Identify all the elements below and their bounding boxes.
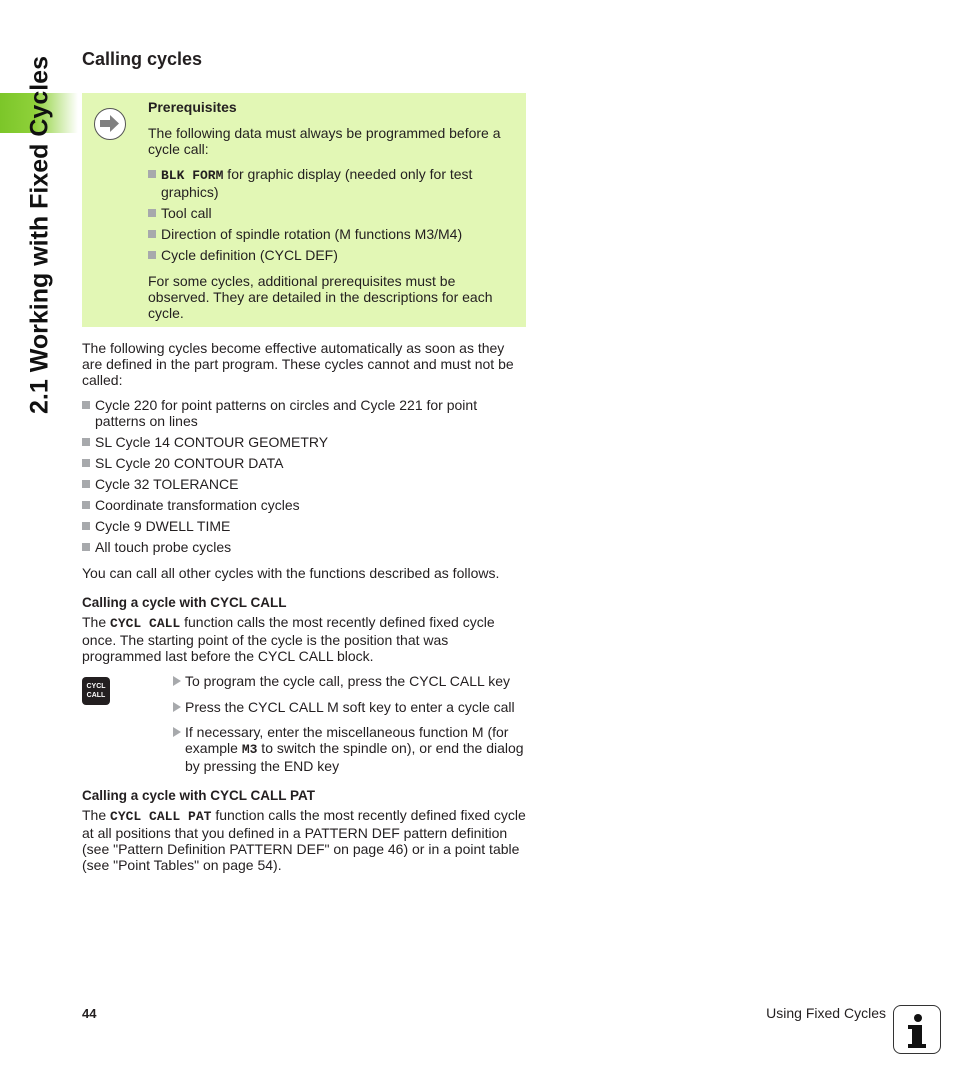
list-item: SL Cycle 20 CONTOUR DATA bbox=[82, 455, 526, 471]
section-title-vertical: 2.1 Working with Fixed Cycles bbox=[25, 56, 54, 414]
auto-cycles-list bbox=[82, 397, 526, 555]
cycl-call-key-icon: CYCL CALL bbox=[82, 677, 110, 705]
list-item: Cycle definition (CYCL DEF) bbox=[148, 247, 518, 263]
note-intro: The following data must always be programmed before a cycle call: bbox=[148, 125, 501, 157]
info-icon bbox=[893, 1005, 941, 1054]
steps bbox=[173, 673, 528, 774]
list-item: Cycle 220 for point patterns on circles and Cycle 221 for point patterns on lines bbox=[82, 397, 495, 429]
triangle-bullet-icon bbox=[173, 676, 181, 686]
section-heading-cycl-call-pat: Calling a cycle with CYCL CALL PAT bbox=[82, 788, 316, 803]
list-item: All touch probe cycles bbox=[82, 539, 526, 555]
triangle-bullet-icon bbox=[173, 702, 181, 712]
step-item: If necessary, enter the miscellaneous function M (for example M3 to switch the spindle on), or end the dialog by pressing the END key bbox=[173, 724, 528, 774]
list-item: Cycle 32 TOLERANCE bbox=[82, 476, 526, 492]
triangle-bullet-icon bbox=[173, 727, 181, 737]
main-text bbox=[82, 340, 526, 664]
page-number: 44 bbox=[82, 1006, 97, 1021]
section-heading-cycl-call: Calling a cycle with CYCL CALL bbox=[82, 595, 287, 610]
arrow-right-icon bbox=[94, 108, 126, 140]
other-cycles-paragraph: You can call all other cycles with the functions described as follows. bbox=[82, 565, 500, 581]
note-content bbox=[148, 99, 518, 321]
intro-paragraph: The following cycles become effective automatically as soon as they are defined in the part program. These cycles cannot and must not be called: bbox=[82, 340, 514, 388]
list-item: BLK FORM for graphic display (needed only for test graphics) bbox=[148, 166, 518, 200]
step-item: To program the cycle call, press the CYCL CALL key bbox=[173, 673, 528, 689]
list-item: Coordinate transformation cycles bbox=[82, 497, 526, 513]
list-item: SL Cycle 14 CONTOUR GEOMETRY bbox=[82, 434, 526, 450]
cycl-call-pat-paragraph: The CYCL CALL PAT function calls the most recently defined fixed cycle at all positions that you defined in a PATTERN DEF pattern definition (see "Pattern Definition PATTERN DEF" on page 46) or in a point table (see "Point Tables" on page 54). bbox=[82, 807, 526, 873]
chapter-name: Using Fixed Cycles bbox=[766, 1005, 886, 1021]
list-item: Direction of spindle rotation (M functions M3/M4) bbox=[148, 226, 518, 242]
list-item: Cycle 9 DWELL TIME bbox=[82, 518, 526, 534]
note-outro: For some cycles, additional prerequisites must be observed. They are detailed in the descriptions for each cycle. bbox=[148, 273, 493, 321]
page-heading: Calling cycles bbox=[82, 49, 203, 69]
list-item: Tool call bbox=[148, 205, 518, 221]
note-title: Prerequisites bbox=[148, 99, 237, 115]
cycl-call-pat-section bbox=[82, 788, 526, 873]
cycl-call-paragraph: The CYCL CALL function calls the most recently defined fixed cycle once. The starting point of the cycle is the position that was programmed last before the CYCL CALL block. bbox=[82, 614, 495, 664]
step-item: Press the CYCL CALL M soft key to enter a cycle call bbox=[173, 699, 528, 715]
